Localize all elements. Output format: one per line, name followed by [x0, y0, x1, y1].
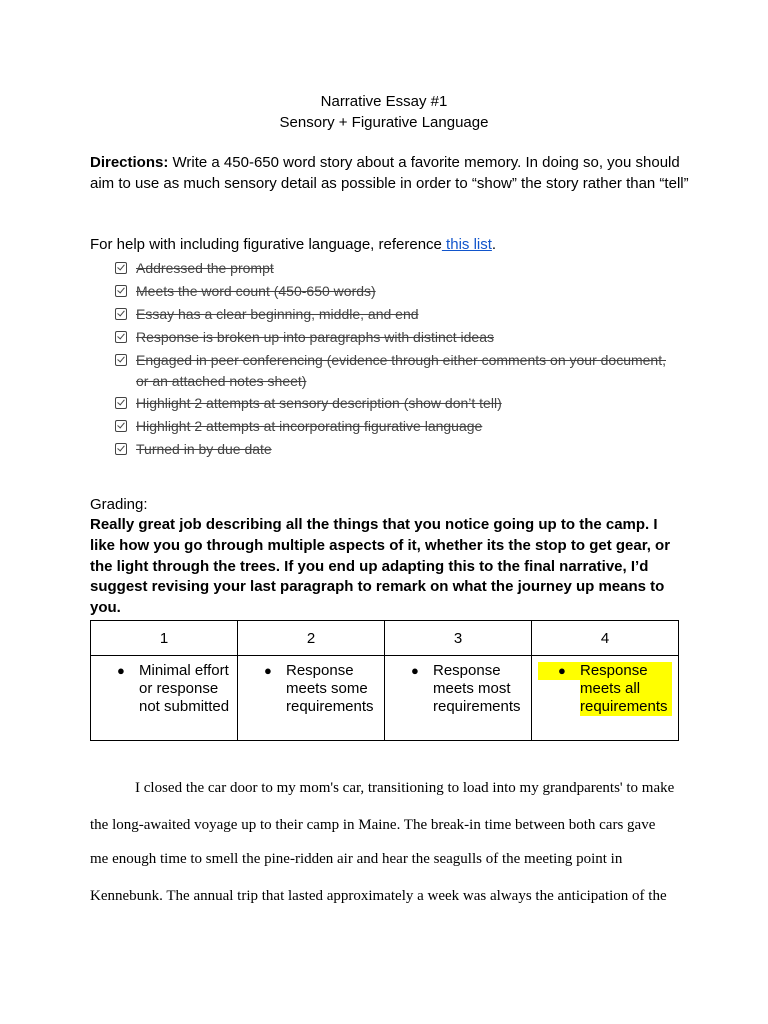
- rubric-header-cell: 2: [238, 621, 385, 656]
- checklist-item-text: Highlight 2 attempts at incorporating figurative language: [136, 418, 483, 434]
- rubric-cell-text-highlighted: Response meets all requirements: [580, 662, 672, 716]
- checklist-item-text: Engaged in peer conferencing (evidence through either comments on your document, or an attached notes sheet): [136, 352, 666, 389]
- rubric-cell: [385, 656, 532, 741]
- directions-paragraph: [90, 153, 690, 194]
- rubric-cell: [532, 656, 679, 741]
- rubric-header-row: [91, 621, 679, 656]
- directions-label: Directions:: [90, 154, 169, 171]
- document-title: Narrative Essay #1: [320, 93, 448, 110]
- help-paragraph: [90, 235, 690, 256]
- checked-box-icon[interactable]: [115, 308, 127, 320]
- bullet-icon: ●: [117, 663, 125, 678]
- checklist-item: [114, 327, 674, 349]
- document-subtitle: Sensory + Figurative Language: [279, 114, 489, 131]
- grading-label: Grading:: [90, 496, 148, 513]
- checklist-item-text: Essay has a clear beginning, middle, and end: [136, 306, 419, 322]
- requirements-checklist: [114, 258, 674, 461]
- bullet-icon: ●: [538, 662, 580, 680]
- rubric-row: [91, 656, 679, 741]
- checklist-item-text: Response is broken up into paragraphs with distinct ideas: [136, 329, 494, 345]
- essay-line: me enough time to smell the pine-ridden air and hear the seagulls of the meeting point in: [90, 851, 623, 867]
- checklist-item: [114, 304, 674, 326]
- checked-box-icon[interactable]: [115, 285, 127, 297]
- rubric-cell-text: Response meets most requirements: [433, 662, 521, 715]
- checklist-item: [114, 416, 674, 438]
- rubric-header-cell: 3: [385, 621, 532, 656]
- checked-box-icon[interactable]: [115, 397, 127, 409]
- checklist-item-text: Addressed the prompt: [136, 260, 274, 276]
- checklist-item-text: Highlight 2 attempts at sensory description (show don’t tell): [136, 395, 502, 411]
- checklist-item: [114, 393, 674, 415]
- help-text: For help with including figurative language, reference: [90, 236, 442, 253]
- rubric-header-cell: 1: [91, 621, 238, 656]
- directions-text: Write a 450-650 word story about a favorite memory. In doing so, you should aim to use as much sensory detail as possible in order to “show” the story rather than “tell”: [90, 154, 689, 192]
- essay-line: Kennebunk. The annual trip that lasted approximately a week was always the anticipation of the: [90, 888, 667, 904]
- checklist-item-text: Turned in by due date: [136, 441, 272, 457]
- checked-box-icon[interactable]: [115, 331, 127, 343]
- rubric-table: [90, 620, 679, 741]
- checklist-item: [114, 350, 674, 392]
- checklist-item: [114, 439, 674, 461]
- rubric-cell-text: Minimal effort or response not submitted: [139, 662, 230, 715]
- checked-box-icon[interactable]: [115, 262, 127, 274]
- rubric-cell: [238, 656, 385, 741]
- checked-box-icon[interactable]: [115, 420, 127, 432]
- rubric-header-cell: 4: [532, 621, 679, 656]
- checked-box-icon[interactable]: [115, 354, 127, 366]
- grading-feedback: Really great job describing all the things that you notice going up to the camp. I like how you go through multiple aspects of it, whether its the stop to get gear, or the light through the trees. If you end up adapting this to the final narrative, I’d suggest revising your last paragraph to remark on what the journey up means to you.: [90, 516, 671, 617]
- bullet-icon: ●: [264, 663, 272, 678]
- essay-line: I closed the car door to my mom's car, transitioning to load into my grandparents' to make: [135, 780, 675, 796]
- rubric-cell: [91, 656, 238, 741]
- rubric-cell-text: Response meets some requirements: [286, 662, 374, 715]
- checked-box-icon[interactable]: [115, 443, 127, 455]
- help-text-end: .: [491, 236, 497, 253]
- essay-line: the long-awaited voyage up to their camp in Maine. The break-in time between both cars gave: [90, 817, 656, 833]
- figurative-language-list-link[interactable]: this list: [441, 236, 492, 253]
- checklist-item: [114, 258, 674, 280]
- checklist-item: [114, 281, 674, 303]
- checklist-item-text: Meets the word count (450-650 words): [136, 283, 376, 299]
- bullet-icon: ●: [411, 663, 419, 678]
